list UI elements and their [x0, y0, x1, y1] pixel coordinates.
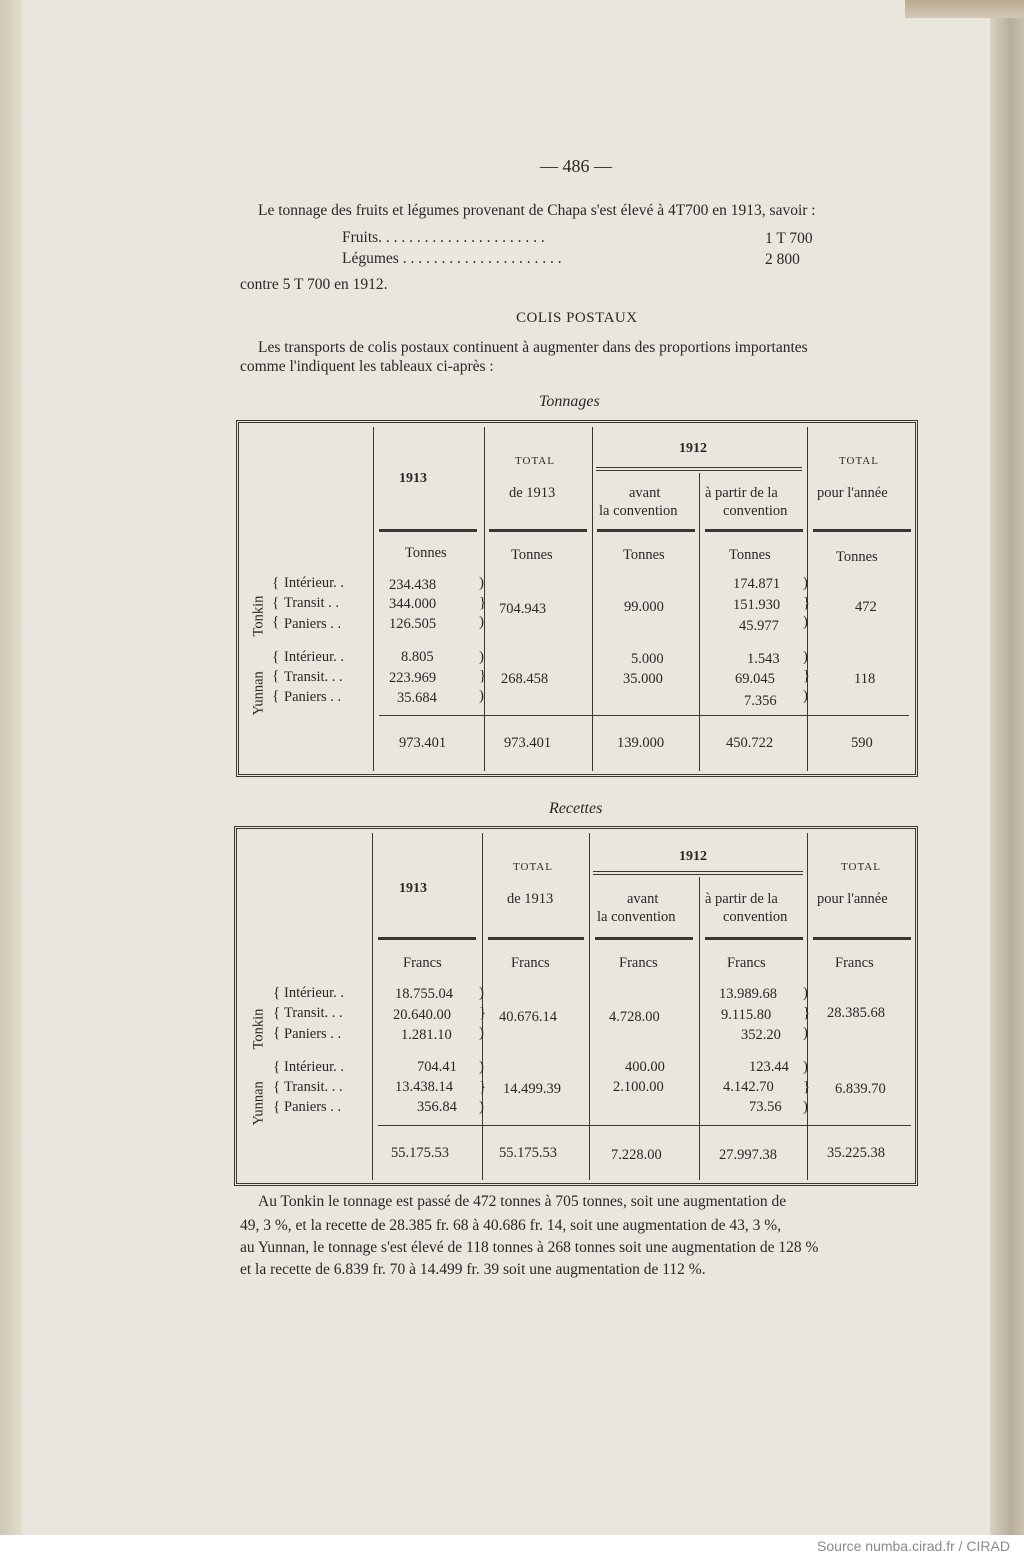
cell-1913: 1.281.10 [401, 1027, 452, 1043]
header-rule [488, 937, 584, 940]
header-apartir-2: convention [723, 909, 788, 925]
unit-1913: Tonnes [405, 545, 447, 561]
total-rule [379, 715, 909, 716]
header-total-sub: de 1913 [509, 485, 556, 501]
cell-1913: 234.438 [389, 577, 437, 593]
conclusion-line-2: 49, 3 %, et la recette de 28.385 fr. 68 à 40.686 fr. 14, soit une augmentation de 43, 3 %, [240, 1217, 782, 1234]
header-total-year-sub: pour l'année [817, 891, 888, 907]
legumes-label: Légumes . . . . . . . . . . . . . . . . . . . . . [342, 250, 562, 267]
header-rule [379, 529, 477, 532]
cell-avant: 2.100.00 [613, 1079, 664, 1095]
cell-apres: 1.543 [747, 651, 780, 667]
total-apres: 27.997.38 [719, 1147, 777, 1163]
yunnan-row-name: Intérieur. . [284, 649, 344, 665]
cell-1913: 18.755.04 [395, 986, 453, 1002]
header-rule [705, 937, 803, 940]
cell-1913: 126.505 [389, 616, 437, 632]
yunnan-row-name: Transit. . . [284, 669, 343, 685]
unit-total: Tonnes [511, 547, 553, 563]
cell-apres: 123.44 [749, 1059, 789, 1075]
cell-total-1913: 704.943 [499, 601, 547, 617]
header-rule [597, 529, 695, 532]
header-total-sub: de 1913 [507, 891, 554, 907]
cell-1913: 344.000 [389, 596, 437, 612]
tonkin-row-name: Transit. . . [284, 1005, 343, 1021]
conclusion-line-3: au Yunnan, le tonnage s'est élevé de 118 tonnes à 268 tonnes soit une augmentation de 128 % [240, 1239, 819, 1256]
cell-1913: 8.805 [401, 649, 434, 665]
header-avant-2: la convention [597, 909, 676, 925]
header-rule [813, 529, 911, 532]
total-year: 35.225.38 [827, 1145, 885, 1161]
tonkin-row-name: Intérieur. . [284, 575, 344, 591]
tonnages-table: 1913 TOTAL de 1913 1912 avant la convention à partir de la convention TOTAL pour l'année Tonnes Tonnes Tonnes Tonnes Tonnes Tonkin { { { Intérieur. . Transit . . Paniers . . 234.438 344.000 126.505 ) } ) 704.943 99.000 174.871 151.930 45.977 ) } ) 472 Yunnan { { { Intérieur. . Transit. . . Paniers . . 8.805 223.969 35.684 ) } ) 268.458 5.000 35.000 1.543 69.045 7.356 ) } ) 118 973.401 973.401 139.000 450.722 590 [236, 420, 918, 777]
row-divider [593, 871, 803, 872]
cell-apres: 9.115.80 [721, 1007, 772, 1023]
header-avant: avant [627, 891, 659, 907]
fruits-value: 1 T 700 [765, 230, 813, 247]
row-divider [596, 467, 802, 468]
total-1913: 55.175.53 [391, 1145, 449, 1161]
col-divider [372, 833, 373, 1180]
header-1912: 1912 [679, 441, 707, 456]
cell-apres: 69.045 [735, 671, 775, 687]
header-apartir: à partir de la [705, 891, 778, 907]
cell-total-1913: 40.676.14 [499, 1009, 557, 1025]
col-divider [699, 473, 700, 771]
header-avant: avant [629, 485, 661, 501]
unit-apres: Tonnes [729, 547, 771, 563]
header-rule [489, 529, 587, 532]
tonkin-row-name: Intérieur. . [284, 985, 344, 1001]
cell-1913: 35.684 [397, 690, 437, 706]
tonkin-row-name: Paniers . . [284, 616, 342, 632]
total-rule [378, 1125, 911, 1126]
source-credit: Source numba.cirad.fr / CIRAD [817, 1538, 1010, 1554]
header-apartir: à partir de la [705, 485, 778, 501]
cell-apres: 45.977 [739, 618, 779, 634]
legumes-value: 2 800 [765, 251, 800, 268]
header-rule [378, 937, 476, 940]
cell-1913: 223.969 [389, 670, 437, 686]
cell-apres: 151.930 [733, 597, 781, 613]
cell-apres: 174.871 [733, 576, 781, 592]
header-total-year: TOTAL [839, 455, 879, 467]
header-rule [705, 529, 803, 532]
total-avant: 7.228.00 [611, 1147, 662, 1163]
cell-total-year: 472 [855, 599, 877, 615]
recettes-table: 1913 TOTAL de 1913 1912 avant la convention à partir de la convention TOTAL pour l'année Francs Francs Francs Francs Francs Tonkin { { { Intérieur. . Transit. . . Paniers . . 18.755.04 20.640.00 1.281.10 ) } ) 40.676.14 4.728.00 13.989.68 9.115.80 352.20 ) } ) 28.385.68 Yunnan { { { Intérieur. . Transit. . . Paniers . . 704.41 13.438.14 356.84 ) } ) 14.499.39 400.00 2.100.00 123.44 4.142.70 73.56 ) } ) 6.839.70 55.175.53 55.175.53 7.228.00 27.997.38 35.225.38 [234, 826, 918, 1186]
page-edges-top [905, 0, 1024, 18]
cell-1913: 704.41 [417, 1059, 457, 1075]
total-avant: 139.000 [617, 735, 665, 751]
cell-total-1913: 14.499.39 [503, 1081, 561, 1097]
row-divider [596, 470, 802, 471]
header-avant-2: la convention [599, 503, 678, 519]
cell-1913: 20.640.00 [393, 1007, 451, 1023]
cell-avant: 5.000 [631, 651, 664, 667]
header-rule [813, 937, 911, 940]
cell-1913: 356.84 [417, 1099, 457, 1115]
col-divider [373, 427, 374, 771]
cell-total-year: 28.385.68 [827, 1005, 885, 1021]
cell-1913: 13.438.14 [395, 1079, 453, 1095]
conclusion-line-4: et la recette de 6.839 fr. 70 à 14.499 fr. 39 soit une augmentation de 112 %. [240, 1261, 706, 1278]
header-1913: 1913 [399, 471, 427, 486]
unit-total-year: Francs [835, 955, 874, 971]
yunnan-row-name: Intérieur. . [284, 1059, 344, 1075]
header-total-year-sub: pour l'année [817, 485, 888, 501]
unit-total: Francs [511, 955, 550, 971]
section-text-line-1: Les transports de colis postaux continuent à augmenter dans des proportions importantes [258, 339, 808, 356]
unit-total-year: Tonnes [836, 549, 878, 565]
contre-line: contre 5 T 700 en 1912. [240, 276, 388, 293]
cell-total-1913: 268.458 [501, 671, 549, 687]
page-edges [990, 0, 1024, 1535]
col-divider [592, 427, 593, 771]
unit-1913: Francs [403, 955, 442, 971]
tonkin-label: Tonkin [250, 1008, 267, 1050]
cell-apres: 352.20 [741, 1027, 781, 1043]
header-1913: 1913 [399, 881, 427, 896]
yunnan-label: Yunnan [250, 671, 267, 716]
total-apres: 450.722 [726, 735, 774, 751]
row-divider [593, 874, 803, 875]
header-total: TOTAL [515, 455, 555, 467]
yunnan-row-name: Transit. . . [284, 1079, 343, 1095]
total-total-1913: 55.175.53 [499, 1145, 557, 1161]
conclusion-line-1: Au Tonkin le tonnage est passé de 472 tonnes à 705 tonnes, soit une augmentation de [258, 1193, 787, 1210]
cell-avant: 35.000 [623, 671, 663, 687]
unit-apres: Francs [727, 955, 766, 971]
header-rule [595, 937, 693, 940]
book-spine-shadow [0, 0, 22, 1564]
cell-avant: 99.000 [624, 599, 664, 615]
cell-total-year: 118 [854, 671, 876, 687]
tonkin-row-name: Transit . . [284, 595, 340, 611]
col-divider [699, 877, 700, 1180]
fruits-label: Fruits. . . . . . . . . . . . . . . . . . . . . . [342, 229, 545, 246]
cell-apres: 13.989.68 [719, 986, 777, 1002]
header-apartir-2: convention [723, 503, 788, 519]
total-year: 590 [851, 735, 873, 751]
intro-line: Le tonnage des fruits et légumes provenant de Chapa s'est élevé à 4T700 en 1913, savoir : [258, 202, 816, 219]
yunnan-label: Yunnan [250, 1081, 267, 1126]
header-1912: 1912 [679, 849, 707, 864]
yunnan-row-name: Paniers . . [284, 689, 342, 705]
total-total-1913: 973.401 [504, 735, 552, 751]
section-text-line-2: comme l'indiquent les tableaux ci-après : [240, 358, 494, 375]
total-1913: 973.401 [399, 735, 447, 751]
cell-avant: 400.00 [625, 1059, 665, 1075]
header-total: TOTAL [513, 861, 553, 873]
page-number: — 486 — [540, 156, 612, 176]
cell-apres: 7.356 [744, 693, 777, 709]
tonnages-caption: Tonnages [539, 393, 600, 410]
cell-apres: 4.142.70 [723, 1079, 774, 1095]
yunnan-row-name: Paniers . . [284, 1099, 342, 1115]
recettes-caption: Recettes [549, 800, 603, 817]
header-total-year: TOTAL [841, 861, 881, 873]
unit-avant: Francs [619, 955, 658, 971]
cell-total-year: 6.839.70 [835, 1081, 886, 1097]
tonkin-row-name: Paniers . . [284, 1026, 342, 1042]
cell-avant: 4.728.00 [609, 1009, 660, 1025]
cell-apres: 73.56 [749, 1099, 782, 1115]
unit-avant: Tonnes [623, 547, 665, 563]
col-divider [589, 833, 590, 1180]
section-title: COLIS POSTAUX [516, 310, 638, 326]
tonkin-label: Tonkin [250, 595, 267, 637]
